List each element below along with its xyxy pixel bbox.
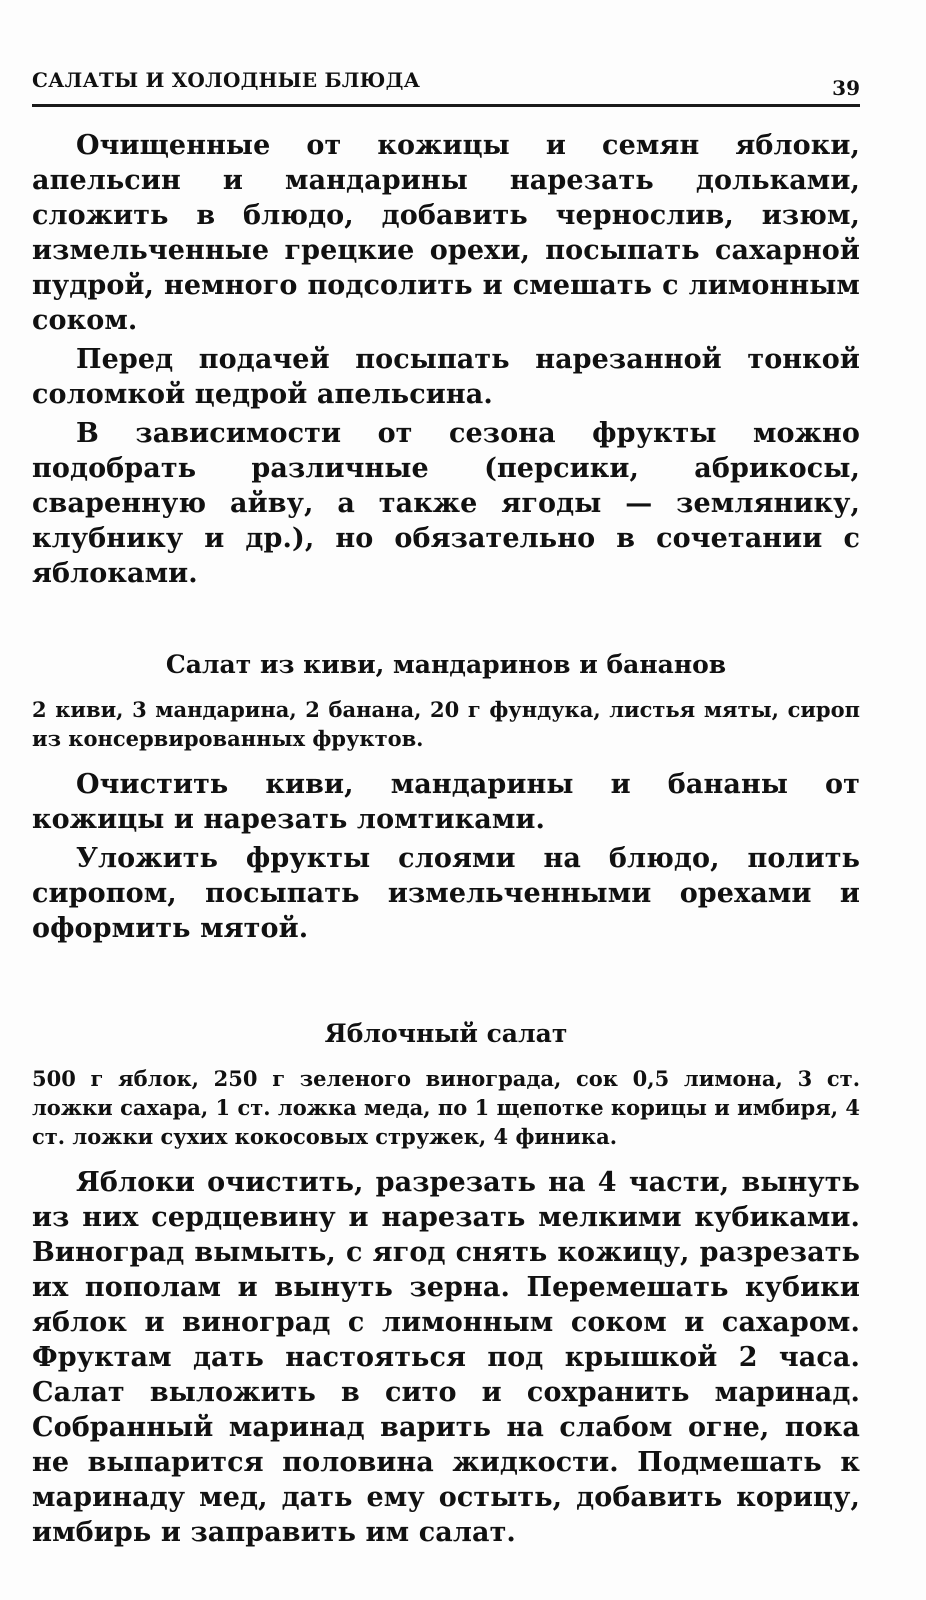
intro-paragraph: Перед подачей посыпать нарезанной тонкой соломкой цедрой апельсина. bbox=[32, 344, 860, 410]
recipe-step: Уложить фрукты слоями на блюдо, полить сиропом, посыпать измельченными орехами и оформить мятой. bbox=[32, 843, 860, 944]
running-head: САЛАТЫ И ХОЛОДНЫЕ БЛЮДА bbox=[32, 68, 421, 92]
header-rule bbox=[32, 104, 860, 107]
section-spacer bbox=[32, 591, 860, 649]
recipe-title: Салат из киви, мандаринов и бананов bbox=[165, 650, 727, 679]
recipe-apple-section bbox=[32, 1018, 860, 1550]
spacer bbox=[32, 681, 860, 695]
recipe-ingredients: 500 г яблок, 250 г зеленого винограда, сок 0,5 лимона, 3 ст. ложки сахара, 1 ст. ложка меда, по 1 щепотке корицы и имбиря, 4 ст. ложки сухих кокосовых стружек, 4 финика. bbox=[32, 1066, 860, 1149]
spacer bbox=[32, 1050, 860, 1064]
spacer bbox=[32, 753, 860, 767]
recipe-ingredients: 2 киви, 3 мандарина, 2 банана, 20 г фундука, листья мяты, сироп из консервированных фруктов. bbox=[32, 697, 860, 751]
recipe-kiwi-section bbox=[32, 649, 860, 946]
intro-section bbox=[32, 128, 860, 591]
recipe-step: Очистить киви, мандарины и бананы от кожицы и нарезать ломтиками. bbox=[32, 769, 860, 835]
page-header bbox=[32, 62, 860, 102]
intro-paragraph: Очищенные от кожицы и семян яблоки, апельсин и мандарины нарезать дольками, сложить в блюдо, добавить чернослив, изюм, измельченные грецкие орехи, посыпать сахарной пудрой, немного подсолить и смешать с лимонным соком. bbox=[32, 130, 860, 336]
page-number: 39 bbox=[832, 76, 860, 100]
intro-paragraph: В зависимости от сезона фрукты можно подобрать различные (персики, абрикосы, сваренную айву, а также ягоды — землянику, клубнику и др.), но обязательно в сочетании с яблоками. bbox=[32, 418, 860, 589]
recipe-title: Яблочный салат bbox=[324, 1019, 568, 1048]
page-content bbox=[32, 128, 860, 1550]
recipe-step: Яблоки очистить, разрезать на 4 части, вынуть из них сердцевину и нарезать мелкими кубиками. Виноград вымыть, с ягод снять кожицу, разрезать их пополам и вынуть зерна. Перемешать кубики яблок и виноград с лимонным соком и сахаром. Фруктам дать настояться под крышкой 2 часа. Салат выложить в сито и сохранить маринад. Собранный маринад варить на слабом огне, пока не выпарится половина жидкости. Подмешать к маринаду мед, дать ему остыть, добавить корицу, имбирь и заправить им салат. bbox=[32, 1167, 860, 1548]
spacer bbox=[32, 1151, 860, 1165]
section-spacer bbox=[32, 946, 860, 1018]
